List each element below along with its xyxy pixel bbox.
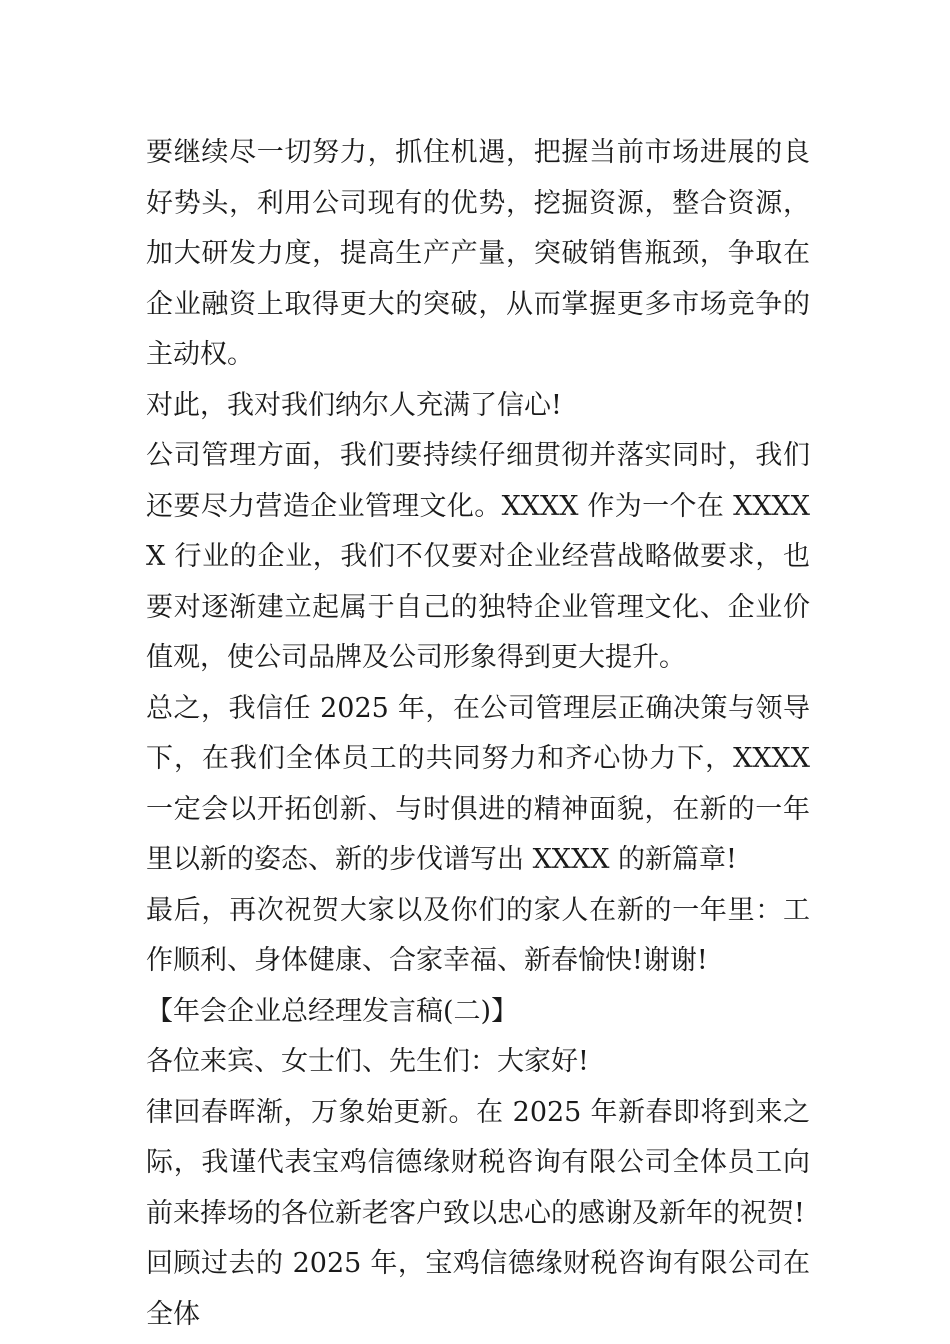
paragraph-conclusion: 总之，我信任 2025 年，在公司管理层正确决策与领导下，在我们全体员工的共同努力和齐心协力下，XXXX 一定会以开拓创新、与时俱进的精神面貌，在新的一年里以新的姿态、新的步伐谱写出 XXXX 的新篇章! [146, 692, 810, 875]
document-body [146, 128, 810, 1340]
paragraph-market-effort: 要继续尽一切努力，抓住机遇，把握当前市场进展的良好势头，利用公司现有的优势，挖掘资源，整合资源，加大研发力度，提高生产产量，突破销售瓶颈，争取在企业融资上取得更大的突破，从而掌握更多市场竞争的主动权。 [146, 137, 810, 370]
paragraph-confidence: 对此，我对我们纳尔人充满了信心! [146, 389, 562, 421]
paragraph-closing-wishes: 最后，再次祝贺大家以及你们的家人在新的一年里：工作顺利、身体健康、合家幸福、新春愉快!谢谢! [146, 894, 810, 976]
section-heading: 【年会企业总经理发言稿(二)】 [146, 995, 519, 1027]
paragraph-greeting: 各位来宾、女士们、先生们：大家好! [146, 1046, 589, 1077]
paragraph-review: 回顾过去的 2025 年，宝鸡信德缘财税咨询有限公司在全体 [146, 1248, 810, 1330]
paragraph-management-culture: 公司管理方面，我们要持续仔细贯彻并落实同时，我们还要尽力营造企业管理文化。XXXX 作为一个在 XXXXX 行业的企业，我们不仅要对企业经营战略做要求，也要对逐渐建立起属于自己的独特企业管理文化、企业价值观，使公司品牌及公司形象得到更大提升。 [146, 440, 810, 673]
paragraph-new-year-thanks: 律回春晖渐，万象始更新。在 2025 年新春即将到来之际，我谨代表宝鸡信德缘财税咨询有限公司全体员工向前来捧场的各位新老客户致以忠心的感谢及新年的祝贺! [146, 1096, 810, 1229]
